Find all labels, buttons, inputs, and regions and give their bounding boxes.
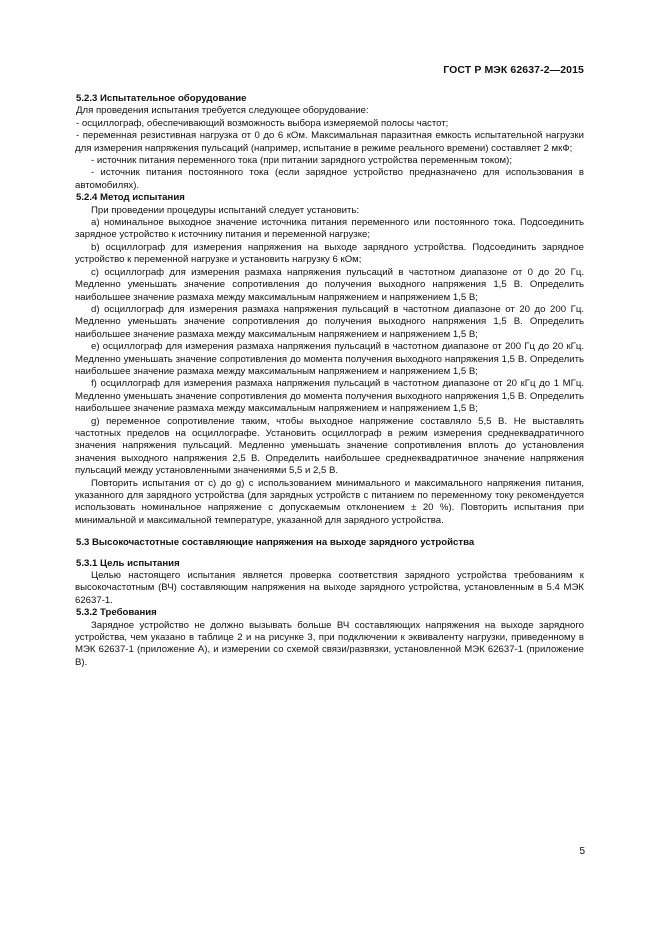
paragraph: Повторить испытания от c) до g) с использованием минимального и максимального напряжения питания, указанного для зарядного устройства (для зарядных устройств с питанием по переменному току рекомендуется использовать номинальное напряжение с допускаемым отклонением ± 20 %). Повторить испытания при минимальной и максимальной температуре, указанной для зарядного устройства.	[75, 477, 584, 526]
list-item: d) осциллограф для измерения размаха напряжения пульсаций в частотном диапазоне от 20 до 200 Гц. Медленно уменьшать значение сопротивления до получения выходного напряжения 1,5 В. Определить наибольшее значение размаха между максимальным напряжением и напряжением 1,5 В;	[75, 303, 584, 340]
paragraph: Зарядное устройство не должно вызывать больше ВЧ составляющих напряжения на выходе зарядного устройства, чем указано в таблице 2 и на рисунке 3, при подключении к эквиваленту нагрузки, приведенному в МЭК 62637-1 (приложение А), и измерении со схемой связи/развязки, установленной МЭК 62637-1 (приложение В).	[75, 619, 584, 668]
heading-5-3-2: 5.3.2 Требования	[76, 607, 157, 619]
heading-5-2-3: 5.2.3 Испытательное оборудование	[76, 93, 247, 104]
list-item: - источник питания переменного тока (при питании зарядного устройства переменным током);	[91, 155, 513, 167]
heading-5-3-1: 5.3.1 Цель испытания	[76, 557, 180, 569]
paragraph: При проведении процедуры испытаний следует установить:	[91, 204, 360, 216]
heading-5-3: 5.3 Высокочастотные составляющие напряжения на выходе зарядного устройства	[76, 537, 475, 549]
paragraph: Для проведения испытания требуется следующее оборудование:	[76, 105, 369, 117]
page-number: 5	[579, 846, 585, 857]
list-item: e) осциллограф для измерения размаха напряжения пульсаций в частотном диапазоне от 200 Гц до 20 кГц. Медленно уменьшать значение сопротивления до момента получения выходного напряжения 1,5 В. Определить наибольшее значение размаха между максимальным напряжением и напряжением 1,5 В;	[75, 341, 584, 377]
document-body	[75, 93, 584, 669]
list-item: - переменная резистивная нагрузка от 0 до 6 кОм. Максимальная паразитная емкость испытательной нагрузки для измерения напряжения пульсаций (например, испытание в режиме реального времени) составляет 2 мкФ;	[75, 130, 584, 154]
list-item: - осциллограф, обеспечивающий возможность выбора измеряемой полосы частот;	[76, 117, 449, 129]
list-item: f) осциллограф для измерения размаха напряжения пульсаций в частотном диапазоне от 20 кГц до 1 МГц. Медленно уменьшать значение сопротивления до момента получения выходного напряжения 1,5 В. Определить наибольшее значение размаха между максимальным напряжением и напряжением 1,5 В;	[75, 378, 584, 415]
list-item: b) осциллограф для измерения напряжения на выходе зарядного устройства. Подсоединить зарядное устройство к переменной нагрузке и установить нагрузку 6 кОм;	[75, 241, 584, 266]
heading-5-2-4: 5.2.4 Метод испытания	[76, 192, 185, 204]
list-item: а) номинальное выходное значение источника питания переменного или постоянного тока. Подсоединить зарядное устройство к источнику питания и переменной нагрузке;	[75, 217, 584, 241]
list-item: - источник питания постоянного тока (если зарядное устройство предназначено для использования в автомобилях).	[75, 167, 584, 191]
document-header: ГОСТ Р МЭК 62637-2—2015	[443, 64, 584, 76]
paragraph: Целью настоящего испытания является проверка соответствия зарядного устройства требованиям к высокочастотным (ВЧ) составляющим напряжения на выходе зарядного устройства, установленным в 5.4 МЭК 62637-1.	[75, 570, 584, 606]
list-item: c) осциллограф для измерения размаха напряжения пульсаций в частотном диапазоне от 0 до 20 Гц. Медленно уменьшать значение сопротивления до получения выходного напряжения 1,5 В. Определить наибольшее значение размаха между максимальным напряжением и напряжением 1,5 В;	[75, 266, 584, 303]
list-item: g) переменное сопротивление таким, чтобы выходное напряжение составляло 5,5 В. Не выставлять частотных пределов на осциллографе. Установить осциллограф в режим измерения среднеквадратичного значения напряжения пульсаций. Медленно уменьшать значение сопротивления вплоть до установления значения выходного напряжения 2,5 В. Определить наибольшее среднеквадратичное значение напряжения пульсаций между установленными значениями 5,5 и 2,5 В.	[75, 415, 584, 477]
